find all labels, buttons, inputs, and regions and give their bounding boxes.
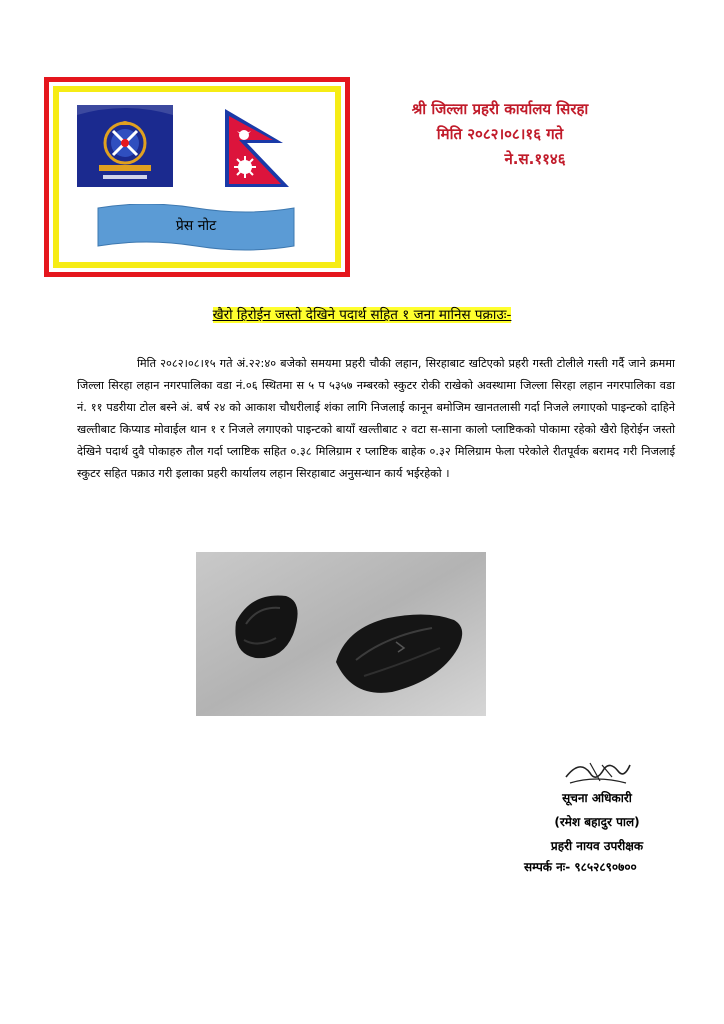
reference-number: ने.स.११४६ [504, 150, 566, 168]
press-note-label: प्रेस नोट [175, 218, 217, 234]
officer-contact: सम्पर्क नः- ९८५२८९०७०० [524, 860, 637, 874]
nepal-flag-icon [223, 107, 293, 189]
officer-title: सूचना अधिकारी [562, 791, 632, 805]
officer-block [522, 786, 672, 858]
body-paragraph: मिति २०८२।०८।१५ गते अं.२२:४० बजेको समयमा प्रहरी चौकी लहान, सिरहाबाट खटिएको प्रहरी गस्ती टोलीले गस्ती गर्दै जाने क्रममा जिल्ला सिरहा लहान नगरपालिका वडा नं.०६ स्थितमा स ५ प ५३५७ नम्बरको स्कुटर रोकी राखेको अवस्थामा जिल्ला सिरहा लहान नगरपालिका वडा नं. ११ पडरीया टोल बस्ने अं. बर्ष २४ को आकाश चौधरीलाई शंका लागि निजलाई कानून बमोजिम खानतलासी गर्दा निजले लगाएको पाइन्टको दाहिने खल्तीबाट किप्याड मोवाईल थान १ र निजले लगाएको पाइन्टको बायाँ खल्तीबाट २ वटा स-साना कालो प्लाष्टिकको पोकामा रहेको खैरो हिरोईन जस्तो देखिने पदार्थ दुवै पोकाहरु तौल गर्दा प्लाष्टिक सहित ०.३८ मिलिग्राम र प्लाष्टिक बाहेक ०.३२ मिलिग्राम फेला परेकोले रीतपूर्वक बरामद गरी निजलाई स्कुटर सहित पक्राउ गरी इलाका प्रहरी कार्यालय लहान सिरहाबाट अनुसन्धान कार्य भईरहेको । [77, 357, 675, 480]
seized-packets-photo [196, 552, 486, 716]
headline [0, 304, 724, 323]
office-header [380, 97, 620, 172]
officer-name: (रमेश बहादुर पाल) [554, 815, 640, 829]
office-name: श्री जिल्ला प्रहरी कार्यालय सिरहा [411, 100, 589, 118]
officer-rank: प्रहरी नायव उपरीक्षक [550, 839, 644, 853]
headline-text: खैरो हिरोईन जस्तो देखिने पदार्थ सहित १ जना मानिस पक्राउः- [212, 307, 512, 323]
signature-icon [560, 755, 634, 789]
date-line: मिति २०८२।०८।१६ गते [436, 125, 564, 143]
nepal-police-emblem-icon [77, 105, 173, 187]
